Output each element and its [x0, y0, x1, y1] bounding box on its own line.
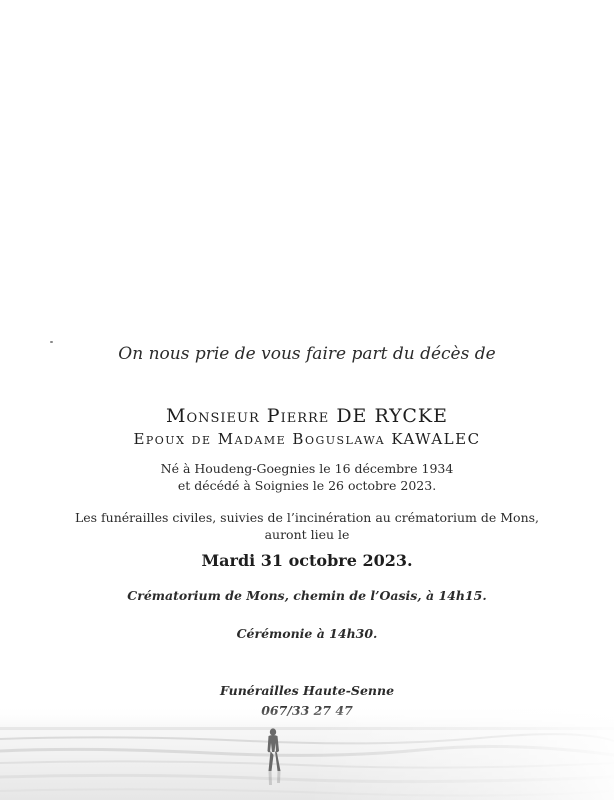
- birth-line: Né à Houdeng-Goegnies le 16 décembre 1934: [160, 461, 454, 476]
- death-line: et décédé à Soignies le 26 octobre 2023.: [177, 478, 437, 493]
- funeral-date: Mardi 31 octobre 2023.: [201, 551, 413, 570]
- funeral-place: Crématorium de Mons, chemin de l’Oasis, à 14h15.: [127, 588, 487, 603]
- spouse-line: Epoux de Madame Boguslawa KAWALEC: [133, 430, 481, 448]
- funeral-info-line-2: auront lieu le: [264, 527, 350, 542]
- funeral-info-line-1: Les funérailles civiles, suivies de l’incinération au crématorium de Mons,: [74, 510, 540, 525]
- scan-speck: [50, 341, 53, 343]
- funeral-company: Funérailles Haute-Senne: [219, 683, 395, 698]
- beach-walker-photo-icon: [0, 705, 614, 800]
- ceremony-time: Cérémonie à 14h30.: [236, 626, 378, 641]
- deceased-name: Monsieur Pierre DE RYCKE: [166, 405, 448, 427]
- intro-text: On nous prie de vous faire part du décès de: [118, 344, 496, 364]
